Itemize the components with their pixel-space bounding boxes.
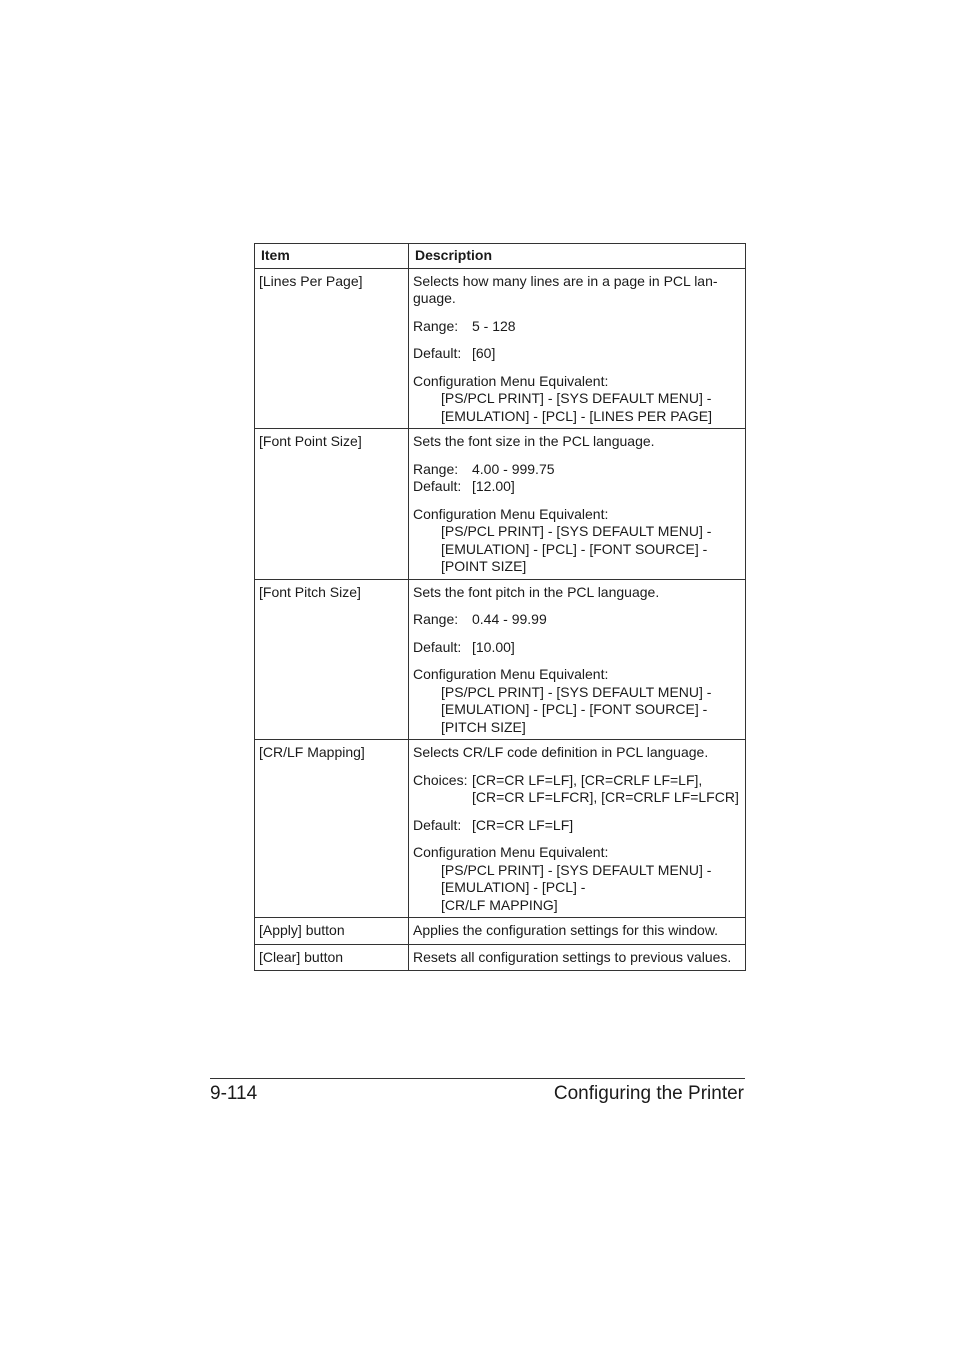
default-value: [12.00] xyxy=(472,478,515,494)
default-value: [CR=CR LF=LF] xyxy=(472,816,574,833)
table-row xyxy=(255,740,746,918)
default-label: Default: xyxy=(413,345,462,361)
default-label: Default: xyxy=(413,816,462,833)
table-row xyxy=(255,268,746,429)
config-path-line: [PS/PCL PRINT] - [SYS DEFAULT MENU] - xyxy=(441,523,712,539)
item-cell: [Clear] button xyxy=(255,944,409,971)
description-cell xyxy=(409,268,746,429)
default-line xyxy=(413,478,743,496)
description-cell xyxy=(409,579,746,740)
choices-line xyxy=(413,772,743,790)
default-label: Default: xyxy=(413,478,462,494)
config-path-line: [EMULATION] - [PCL] - xyxy=(441,879,586,895)
range-value: 5 - 128 xyxy=(472,317,516,334)
default-line xyxy=(413,345,743,363)
range-value: 0.44 - 99.99 xyxy=(472,611,547,627)
item-cell: [Font Point Size] xyxy=(255,429,409,580)
config-path-line: [PITCH SIZE] xyxy=(441,718,526,735)
summary-text: Resets all configuration settings to previous values. xyxy=(413,948,732,965)
item-cell: [Font Pitch Size] xyxy=(255,579,409,740)
chapter-title: Configuring the Printer xyxy=(553,1083,744,1104)
description-cell xyxy=(409,740,746,918)
default-value: [60] xyxy=(472,345,496,361)
range-value: 4.00 - 999.75 xyxy=(472,460,555,477)
range-line xyxy=(413,318,743,336)
item-cell: [Apply] button xyxy=(255,918,409,945)
description-cell xyxy=(409,429,746,580)
description-cell xyxy=(409,944,746,971)
summary-text xyxy=(413,273,743,308)
config-label: Configuration Menu Equivalent: xyxy=(413,666,609,682)
table-header-row xyxy=(255,244,746,269)
description-cell xyxy=(409,918,746,945)
config-path-line: [EMULATION] - [PCL] - [FONT SOURCE] - xyxy=(441,701,708,717)
summary-line: Selects how many lines are in a page in PCL lan- xyxy=(413,272,718,289)
range-label: Range: xyxy=(413,317,459,334)
summary-text: Sets the font pitch in the PCL language. xyxy=(413,583,660,600)
config-path-line: [CR/LF MAPPING] xyxy=(441,896,558,913)
table-row xyxy=(255,579,746,740)
table-row xyxy=(255,918,746,945)
range-label: Range: xyxy=(413,460,459,477)
range-line xyxy=(413,461,743,479)
config-block xyxy=(413,666,743,736)
item-cell: [Lines Per Page] xyxy=(255,268,409,429)
config-label: Configuration Menu Equivalent: xyxy=(413,844,609,860)
default-line xyxy=(413,817,743,835)
config-label: Configuration Menu Equivalent: xyxy=(413,505,609,522)
choices-label: Choices: xyxy=(413,771,468,788)
default-value: [10.00] xyxy=(472,638,515,655)
config-label: Configuration Menu Equivalent: xyxy=(413,372,609,389)
range-line xyxy=(413,611,743,629)
config-block xyxy=(413,844,743,914)
column-header-item: Item xyxy=(255,244,409,269)
summary-text: Sets the font size in the PCL language. xyxy=(413,433,655,449)
page-number: 9-114 xyxy=(210,1083,258,1104)
table-row xyxy=(255,429,746,580)
footer-divider xyxy=(210,1078,745,1079)
config-path-line: [POINT SIZE] xyxy=(441,558,527,574)
choices-block xyxy=(413,772,743,807)
config-path-line: [PS/PCL PRINT] - [SYS DEFAULT MENU] - xyxy=(441,861,712,878)
choices-value: [CR=CR LF=LF], [CR=CRLF LF=LF], xyxy=(472,771,703,788)
config-path-line: [PS/PCL PRINT] - [SYS DEFAULT MENU] - xyxy=(441,390,712,406)
table-row xyxy=(255,944,746,971)
choices-value: [CR=CR LF=LFCR], [CR=CRLF LF=LFCR] xyxy=(472,789,739,805)
item-cell: [CR/LF Mapping] xyxy=(255,740,409,918)
config-block xyxy=(413,506,743,576)
config-path-line: [PS/PCL PRINT] - [SYS DEFAULT MENU] - xyxy=(441,683,712,700)
settings-table xyxy=(254,243,746,971)
summary-text: Applies the configuration settings for this window. xyxy=(413,922,719,938)
default-label: Default: xyxy=(413,638,462,655)
config-path-line: [EMULATION] - [PCL] - [LINES PER PAGE] xyxy=(441,407,712,424)
range-label: Range: xyxy=(413,611,459,627)
summary-line: guage. xyxy=(413,290,456,306)
column-header-description: Description xyxy=(409,244,746,269)
default-line xyxy=(413,639,743,657)
config-block xyxy=(413,373,743,426)
config-path-line: [EMULATION] - [PCL] - [FONT SOURCE] - xyxy=(441,540,708,557)
summary-text: Selects CR/LF code definition in PCL language. xyxy=(413,744,709,760)
